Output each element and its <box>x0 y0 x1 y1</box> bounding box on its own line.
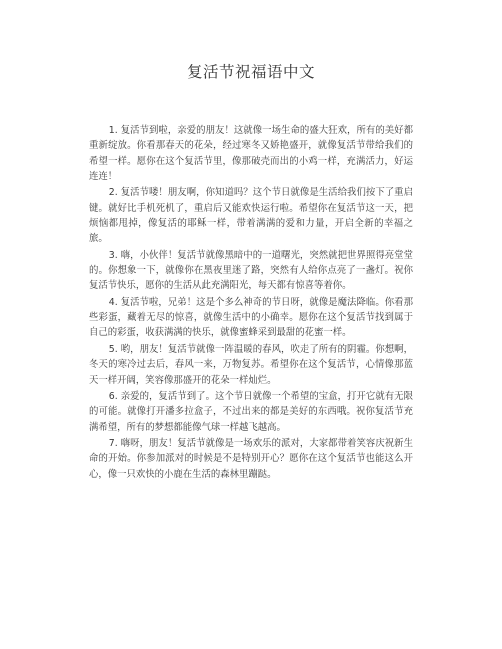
paragraph-1: 1. 复活节到啦，亲爱的朋友！这就像一场生命的盛大狂欢，所有的美好都重新绽放。你看那春天的花朵，经过寒冬又娇艳盛开，就像复活节带给我们的希望一样。愿你在这个复活节里，像那破壳而出的小鸡一样，充满活力，好运连连！ <box>89 125 413 183</box>
document-title: 复活节祝福语中文 <box>186 63 315 81</box>
paragraph-6: 6. 亲爱的，复活节到了。这个节日就像一个希望的宝盒，打开它就有无限的可能。就像打开潘多拉盒子，不过出来的都是美好的东西哦。祝你复活节充满希望，所有的梦想都能像气球一样越飞越高。 <box>89 390 413 433</box>
paragraph-3: 3. 嗨，小伙伴！复活节就像黑暗中的一道曙光，突然就把世界照得亮堂堂的。你想象一下，就像你在黑夜里迷了路，突然有人给你点亮了一盏灯。祝你复活节快乐，愿你的生活从此充满阳光，每天都有惊喜等着你。 <box>89 249 413 292</box>
paragraph-2: 2. 复活节喽！朋友啊，你知道吗？这个节日就像是生活给我们按下了重启键。就好比手机死机了，重启后又能欢快运行啦。希望你在复活节这一天，把烦恼都甩掉，像复活的耶稣一样，带着满满的爱和力量，开启全新的幸福之旅。 <box>89 187 413 245</box>
paragraph-7: 7. 嗨呀，朋友！复活节就像是一场欢乐的派对，大家都带着笑容庆祝新生命的开始。你参加派对的时候是不是特别开心？愿你在这个复活节也能这么开心，像一只欢快的小鹿在生活的森林里蹦跶。 <box>89 437 413 480</box>
paragraph-4: 4. 复活节啦，兄弟！这是个多么神奇的节日呀，就像是魔法降临。你看那些彩蛋，藏着无尽的惊喜，就像生活中的小确幸。愿你在这个复活节找到属于自己的彩蛋，收获满满的快乐，就像蜜蜂采到最甜的花蜜一样。 <box>89 296 413 339</box>
paragraph-5: 5. 哟，朋友！复活节就像一阵温暖的春风，吹走了所有的阴霾。你想啊，冬天的寒冷过去后，春风一来，万物复苏。希望你在这个复活节，心情像那蓝天一样开阔，笑容像那盛开的花朵一样灿烂。 <box>89 343 413 386</box>
document-body <box>89 123 413 483</box>
